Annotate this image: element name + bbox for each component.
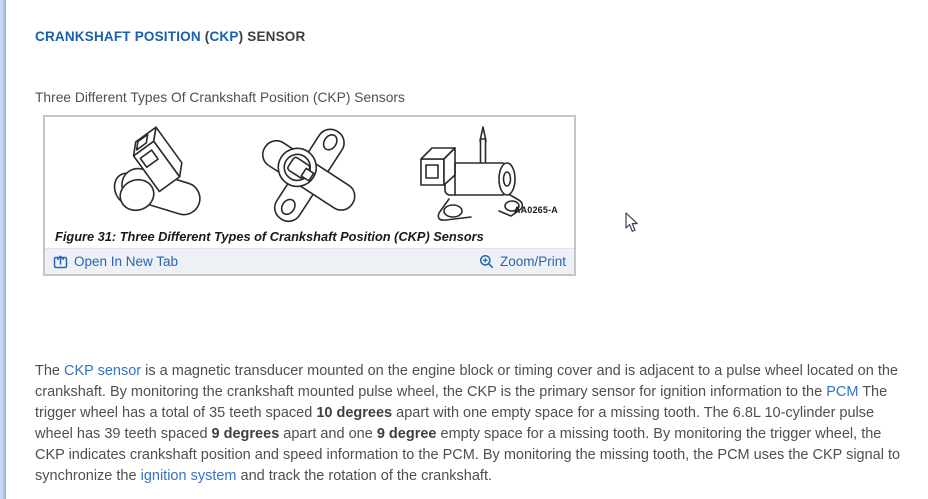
inline-link[interactable]: PCM bbox=[826, 384, 859, 400]
page-title-accent: CRANKSHAFT POSITION bbox=[35, 29, 201, 44]
ckp-sensor-illustration-1 bbox=[97, 125, 222, 225]
paragraph-text: empty space for a missing tooth. By monitoring the trigger wheel, the CKP indicates crankshaft position and speed information to the PCM. By monitoring the missing tooth, the PCM uses the CKP signal to synchronize the bbox=[35, 426, 901, 484]
page-title-plain2: ) bbox=[238, 29, 248, 44]
paragraph-text: apart and one bbox=[279, 426, 377, 442]
open-in-new-tab-icon bbox=[53, 254, 68, 269]
ckp-sensor-illustration-2 bbox=[247, 119, 372, 231]
paragraph-text: apart with one empty space for a missing tooth. The 6.8L 10-cylinder pulse wheel has 39 teeth spaced bbox=[35, 405, 875, 442]
figure-toolbar bbox=[45, 248, 574, 274]
emphasized-text: 10 degrees bbox=[316, 405, 393, 421]
emphasized-text: 9 degree bbox=[376, 426, 437, 442]
window-left-edge bbox=[0, 0, 6, 499]
paragraph-text: and track the rotation of the crankshaft. bbox=[236, 468, 493, 484]
page-title-plain3: SENSOR bbox=[247, 29, 306, 44]
open-in-new-tab-link[interactable] bbox=[53, 254, 178, 269]
mouse-cursor-arrow bbox=[625, 212, 639, 233]
description-paragraph bbox=[35, 361, 909, 487]
page-title-plain: ( bbox=[200, 29, 210, 44]
zoom-plus-icon bbox=[479, 254, 494, 269]
paragraph-text: The bbox=[35, 363, 65, 379]
page-title-accent-ckp: CKP bbox=[209, 29, 239, 44]
figure-card bbox=[43, 115, 576, 276]
inline-link[interactable]: ignition system bbox=[140, 468, 237, 484]
figure-reference-code: AA0265-A bbox=[513, 205, 558, 215]
zoom-print-label: Zoom/Print bbox=[499, 254, 566, 269]
figure-intro-text: Three Different Types Of Crankshaft Position (CKP) Sensors bbox=[35, 90, 405, 105]
page-title bbox=[35, 29, 305, 44]
ckp-sensor-illustration-3 bbox=[407, 119, 542, 234]
paragraph-text: The trigger wheel has a total of 35 teeth spaced bbox=[35, 384, 888, 421]
open-in-new-tab-label: Open In New Tab bbox=[74, 254, 179, 269]
inline-link[interactable]: CKP sensor bbox=[64, 363, 142, 379]
emphasized-text: 9 degrees bbox=[211, 426, 280, 442]
figure-image bbox=[45, 117, 574, 248]
zoom-print-link[interactable] bbox=[479, 254, 566, 269]
paragraph-text: is a magnetic transducer mounted on the engine block or timing cover and is adjacent to a pulse wheel located on the crankshaft. By monitoring the crankshaft mounted pulse wheel, the CKP is the primary sensor for ignition information to the bbox=[35, 363, 898, 400]
figure-caption: Figure 31: Three Different Types of Crankshaft Position (CKP) Sensors bbox=[55, 229, 484, 244]
